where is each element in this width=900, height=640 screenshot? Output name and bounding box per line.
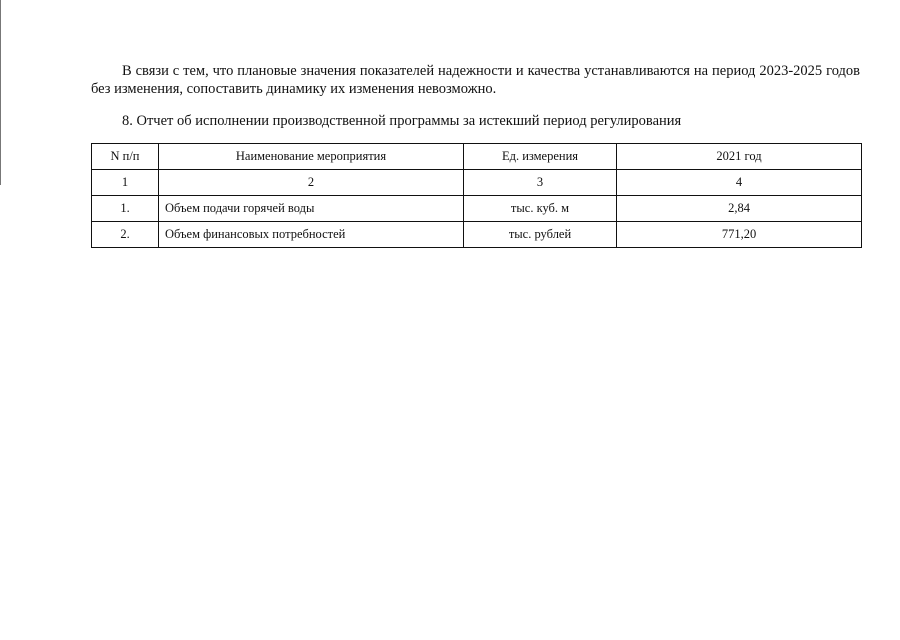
column-number-1: 1	[92, 170, 159, 196]
row-unit: тыс. куб. м	[464, 196, 617, 222]
table-header-row	[92, 144, 862, 170]
header-activity-name: Наименование мероприятия	[159, 144, 464, 170]
header-unit: Ед. измерения	[464, 144, 617, 170]
report-table	[91, 143, 862, 248]
row-value: 771,20	[617, 222, 862, 248]
row-activity-name: Объем подачи горячей воды	[159, 196, 464, 222]
section-heading: 8. Отчет об исполнении производственной программы за истекший период регулирования	[122, 113, 682, 129]
row-unit: тыс. рублей	[464, 222, 617, 248]
row-value: 2,84	[617, 196, 862, 222]
row-activity-name: Объем финансовых потребностей	[159, 222, 464, 248]
column-numbering-row	[92, 170, 862, 196]
table-row	[92, 222, 862, 248]
body-paragraph: В связи с тем, что плановые значения показателей надежности и качества устанавливаются на период 2023-2025 годов без изменения, сопоставить динамику их изменения невозможно.	[91, 63, 860, 97]
header-year: 2021 год	[617, 144, 862, 170]
row-number: 2.	[92, 222, 159, 248]
column-number-4: 4	[617, 170, 862, 196]
header-number: N п/п	[92, 144, 159, 170]
column-number-3: 3	[464, 170, 617, 196]
scan-margin-line	[0, 0, 1, 185]
row-number: 1.	[92, 196, 159, 222]
table-row	[92, 196, 862, 222]
column-number-2: 2	[159, 170, 464, 196]
